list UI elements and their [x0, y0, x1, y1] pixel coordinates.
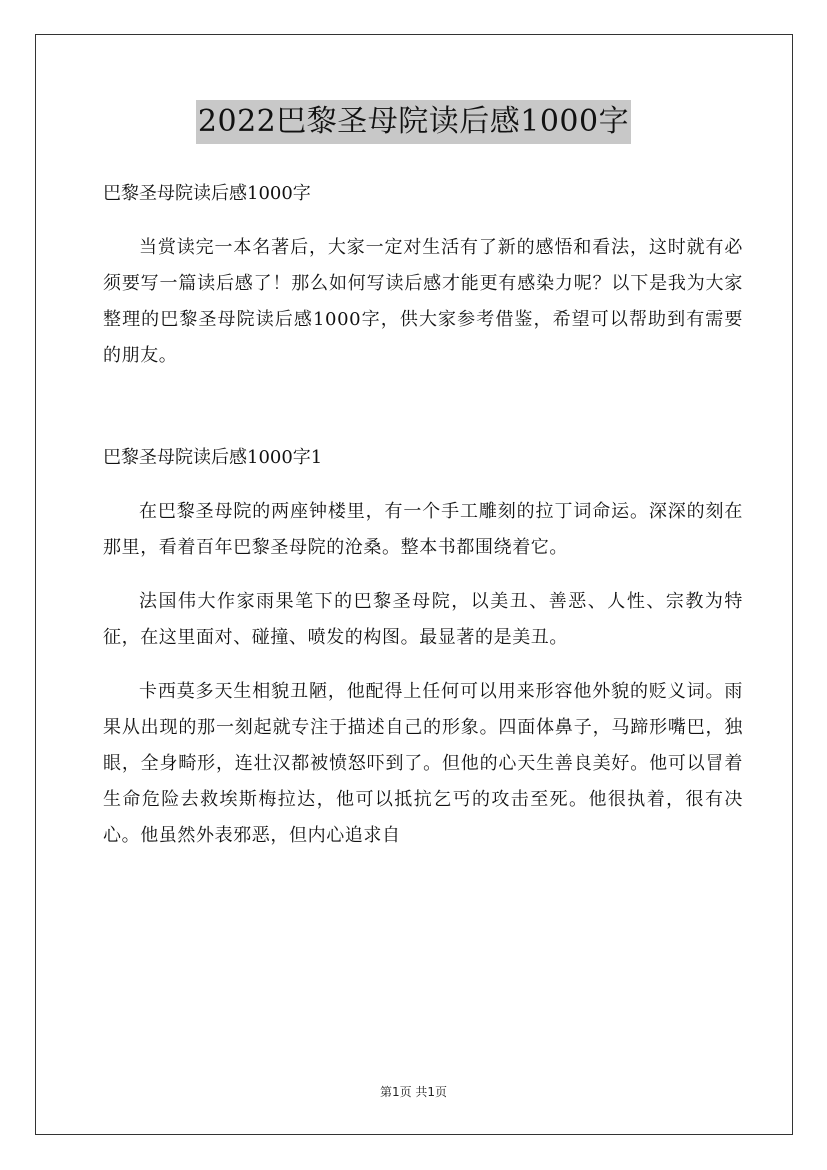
section-heading: 巴黎圣母院读后感1000字1 — [103, 447, 323, 468]
spacer — [103, 212, 743, 230]
title-container — [0, 100, 827, 144]
spacer — [103, 566, 743, 584]
document-body — [103, 176, 743, 854]
spacer — [103, 374, 743, 422]
body-paragraph: 卡西莫多天生相貌丑陋，他配得上任何可以用来形容他外貌的贬义词。雨果从出现的那一刻起就专注于描述自己的形象。四面体鼻子，马蹄形嘴巴，独眼，全身畸形，连壮汉都被愤怒吓到了。但他的心天生善良美好。他可以冒着生命危险去救埃斯梅拉达，他可以抵抗乞丐的攻击至死。他很执着，很有决心。他虽然外表邪恶，但内心追求自 — [103, 681, 743, 846]
document-title: 2022巴黎圣母院读后感1000字 — [196, 100, 631, 144]
body-paragraph: 在巴黎圣母院的两座钟楼里，有一个手工雕刻的拉丁词命运。深深的刻在那里，看着百年巴黎圣母院的沧桑。整本书都围绕着它。 — [103, 501, 743, 558]
intro-paragraph: 当赏读完一本名著后，大家一定对生活有了新的感悟和看法，这时就有必须要写一篇读后感了！那么如何写读后感才能更有感染力呢？以下是我为大家整理的巴黎圣母院读后感1000字，供大家参考借鉴，希望可以帮助到有需要的朋友。 — [103, 237, 743, 366]
spacer — [103, 476, 743, 494]
spacer — [103, 422, 743, 440]
page-footer: 第1页 共1页 — [379, 1085, 448, 1099]
spacer — [103, 656, 743, 674]
subtitle: 巴黎圣母院读后感1000字 — [103, 183, 311, 204]
body-paragraph: 法国伟大作家雨果笔下的巴黎圣母院，以美丑、善恶、人性、宗教为特征，在这里面对、碰撞、喷发的构图。最显著的是美丑。 — [103, 591, 743, 648]
